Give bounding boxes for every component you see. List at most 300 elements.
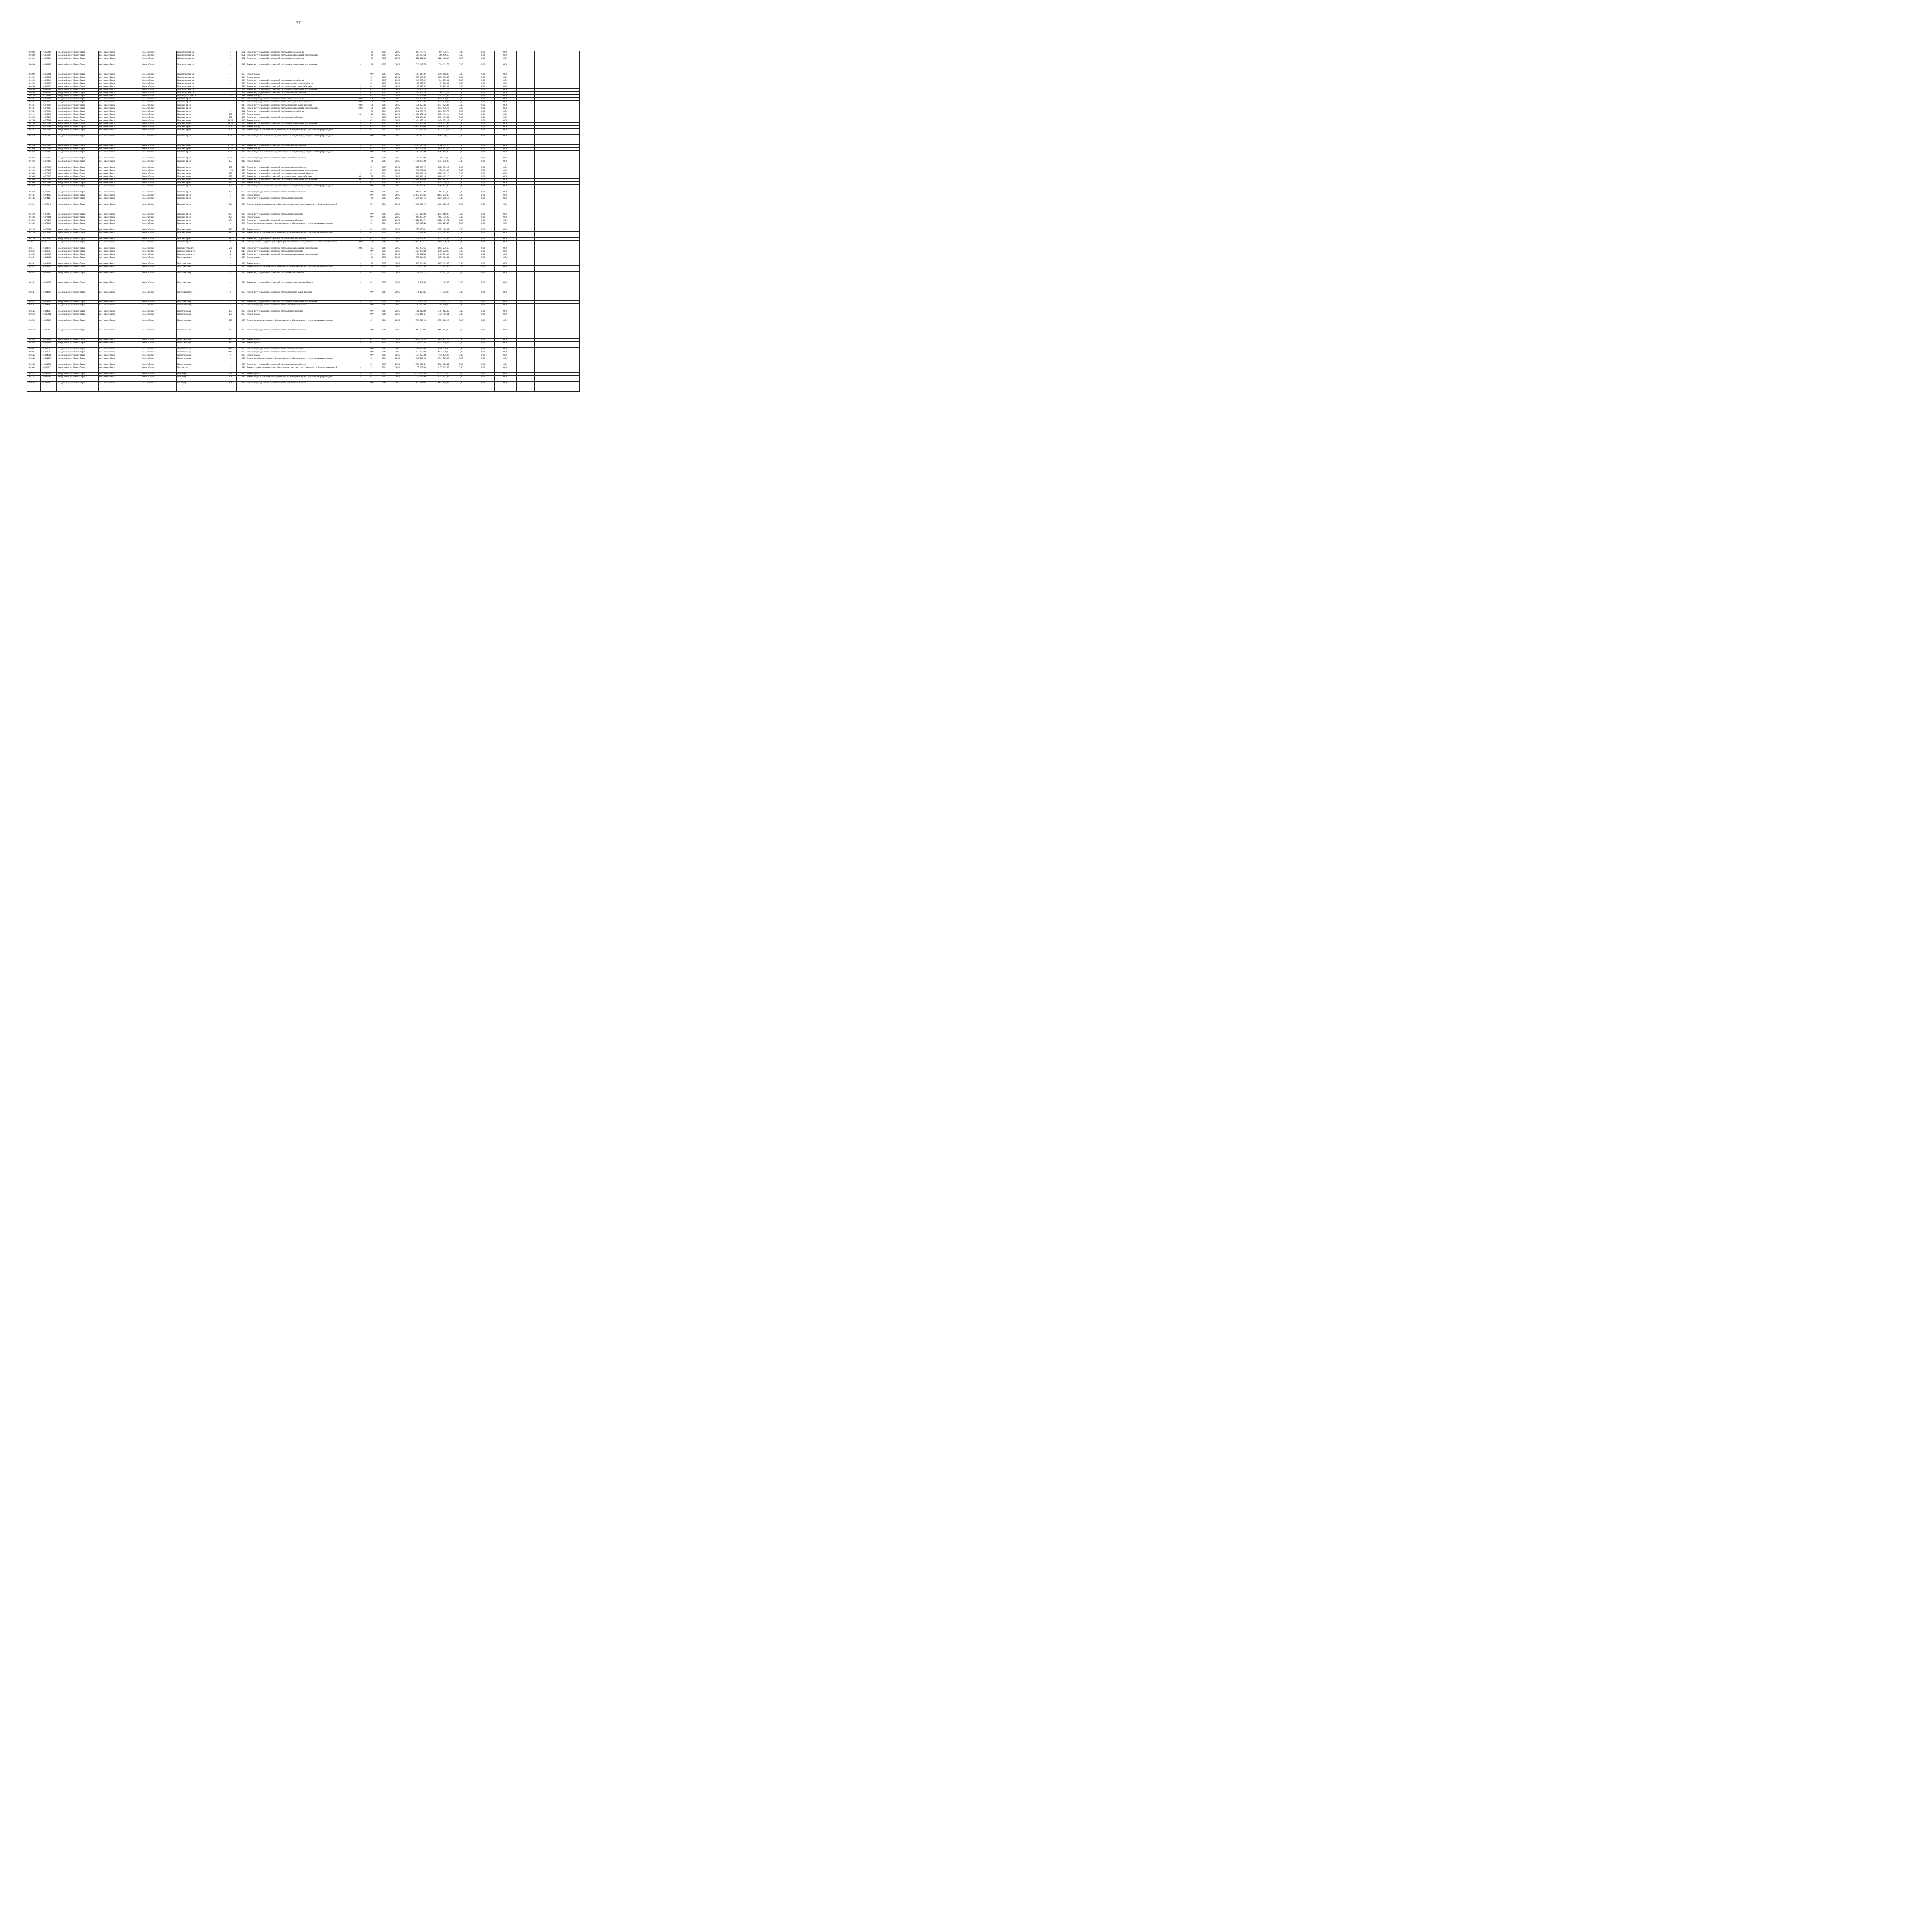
table-row [27, 54, 580, 57]
cell-empty [552, 182, 580, 185]
cell-z3: 0,00 [495, 291, 517, 301]
cell-empty [535, 281, 552, 291]
cell-city: Новосибирск г [141, 129, 177, 135]
cell-y1: - [354, 357, 367, 363]
cell-cost: 7 894 305,27 [404, 216, 427, 219]
cell-code: 110476607 [41, 179, 57, 182]
cell-cost: 6 381 494,52 [404, 116, 427, 119]
cell-street: Кубовая ул [177, 373, 224, 376]
cell-z3: 0,00 [495, 382, 517, 392]
cell-work: Ремонт фасада [246, 148, 354, 151]
cell-z2: 0,00 [472, 157, 495, 160]
cell-z1: 0,00 [450, 382, 472, 392]
cell-year: 1966 [237, 376, 246, 382]
table-row [27, 203, 580, 213]
cell-z3: 0,00 [495, 266, 517, 272]
cell-start: 2025 [377, 76, 391, 79]
cell-go: г.о. Новосибирск [99, 241, 141, 247]
cell-house: 87/1 [224, 219, 237, 222]
cell-code: 110473107 [41, 107, 57, 110]
cell-z2: 0,00 [472, 135, 495, 145]
cell-empty [517, 166, 535, 169]
cell-empty [517, 213, 535, 216]
cell-id: 104757 [27, 129, 41, 135]
cell-cost: 5 975 347,28 [404, 129, 427, 135]
cell-year: 1968 [237, 197, 246, 203]
cell-cost: 4 533 799,83 [404, 351, 427, 354]
cell-end: 2025 [391, 82, 404, 85]
table-row [27, 126, 580, 129]
table-row [27, 291, 580, 301]
cell-pct: 69* [367, 304, 377, 310]
cell-code: 110476302 [41, 160, 57, 166]
cell-go: г.о. Новосибирск [99, 203, 141, 213]
cell-cost2: 389 889,63 [427, 54, 450, 57]
cell-z2: 0,00 [472, 107, 495, 110]
cell-work: Ремонт внутридомовой инженерной системы теплоснабжения [246, 51, 354, 54]
cell-z3: 0,00 [495, 95, 517, 98]
cell-street: Красный пр-кт [177, 191, 224, 194]
cell-house: 92/1 [224, 342, 237, 348]
cell-code: 110484107 [41, 301, 57, 304]
cell-empty [535, 376, 552, 382]
cell-end: 2025 [391, 213, 404, 216]
cell-z2: 0,00 [472, 110, 495, 113]
cell-z2: 0,00 [472, 272, 495, 281]
cell-street: Краснофлимская ул [177, 95, 224, 98]
cell-empty [552, 185, 580, 191]
cell-year: 1958 [237, 76, 246, 79]
cell-cost: 1 226 412,38 [404, 57, 427, 63]
cell-end: 2025 [391, 304, 404, 310]
cell-cost2: 4 868 412,16 [427, 172, 450, 175]
cell-city: Новосибирск г [141, 104, 177, 107]
cell-cost: 6 260 954,20 [404, 145, 427, 148]
cell-cost2: 12 246 268,16 [427, 197, 450, 203]
cell-pct: 69* [367, 228, 377, 232]
cell-code: 110468904 [41, 57, 57, 63]
cell-id: 104731 [27, 107, 41, 110]
cell-city: Новосибирск г [141, 82, 177, 85]
cell-start: 2025 [377, 354, 391, 357]
cell-id: 104769 [27, 191, 41, 194]
table-row [27, 107, 580, 110]
cell-street: Красный пр-кт [177, 107, 224, 110]
cell-work: Ремонт фасада [246, 119, 354, 123]
cell-go: г.о. Новосибирск [99, 151, 141, 157]
cell-z2: 0,00 [472, 73, 495, 76]
cell-z1: 0,00 [450, 157, 472, 160]
cell-empty [517, 216, 535, 219]
table-row [27, 76, 580, 79]
cell-z3: 0,00 [495, 169, 517, 172]
cell-code: 110468807 [41, 54, 57, 57]
cell-empty [552, 232, 580, 238]
cell-house: 92/1 [224, 348, 237, 351]
cell-end: 2025 [391, 250, 404, 253]
cell-street: Красный пр-кт [177, 116, 224, 119]
cell-start: 2025 [377, 79, 391, 82]
cell-pct: 69* [367, 238, 377, 241]
cell-start: 2025 [377, 85, 391, 89]
cell-end: 2025 [391, 301, 404, 304]
cell-z3: 0,00 [495, 357, 517, 363]
cell-end: 2025 [391, 116, 404, 119]
cell-empty [517, 373, 535, 376]
cell-street: Красногорская ул [177, 57, 224, 63]
cell-empty [535, 101, 552, 104]
cell-house: 3а [224, 266, 237, 272]
cell-empty [552, 339, 580, 342]
cell-end: 2025 [391, 363, 404, 366]
cell-street: Красный пр-кт [177, 232, 224, 238]
cell-end: 2025 [391, 85, 404, 89]
cell-city: Новосибирск г [141, 119, 177, 123]
cell-y1: - [354, 145, 367, 148]
cell-empty [535, 179, 552, 182]
cell-code: 110476909 [41, 191, 57, 194]
cell-cost2: 6 260 954,20 [427, 145, 450, 148]
cell-year: 1968 [237, 222, 246, 228]
cell-cost2: 1 188 561,33 [427, 253, 450, 256]
cell-empty [552, 73, 580, 76]
cell-cost: 774 064,35 [404, 266, 427, 272]
cell-z2: 0,00 [472, 319, 495, 329]
cell-code: 110484503 [41, 357, 57, 363]
cell-y1: - [354, 76, 367, 79]
cell-empty [517, 92, 535, 95]
cell-y1: - [354, 169, 367, 172]
cell-start: 2025 [377, 166, 391, 169]
table-row [27, 89, 580, 92]
cell-z3: 0,00 [495, 197, 517, 203]
cell-pct: 69* [367, 73, 377, 76]
cell-cost2: 1 495 018,37 [427, 73, 450, 76]
cell-empty [517, 247, 535, 250]
cell-code: 110493703 [41, 376, 57, 382]
cell-work: Ремонт внутридомовой инженерной системы канализования и водоотведения [246, 301, 354, 304]
cell-cost: 4 345 019,09 [404, 213, 427, 216]
cell-go: г.о. Новосибирск [99, 281, 141, 291]
cell-start: 2024 [377, 319, 391, 329]
cell-z3: 0,00 [495, 119, 517, 123]
cell-house: 100 [224, 310, 237, 313]
cell-cost: 11 179 065,85 [404, 366, 427, 373]
cell-cost: 10 800 401,14 [404, 113, 427, 116]
cell-pct: 69* [367, 354, 377, 357]
cell-okrug: городской округ Новосибирск [57, 281, 99, 291]
cell-cost: 340 259,22 [404, 79, 427, 82]
cell-empty [535, 104, 552, 107]
cell-house: 85/1 [224, 216, 237, 219]
cell-year: 1951 [237, 51, 246, 54]
cell-pct: 69* [367, 129, 377, 135]
cell-city: Новосибирск г [141, 89, 177, 92]
cell-z1: 0,00 [450, 342, 472, 348]
cell-start: 2025 [377, 82, 391, 85]
cell-go: г.о. Новосибирск [99, 116, 141, 119]
cell-okrug: городской округ Новосибирск [57, 92, 99, 95]
cell-z1: 0,00 [450, 222, 472, 228]
cell-cost2: 1 512 676,16 [427, 107, 450, 110]
table-row [27, 373, 580, 376]
table-row [27, 160, 580, 166]
cell-id: 104688 [27, 54, 41, 57]
cell-empty [552, 366, 580, 373]
cell-empty [535, 107, 552, 110]
cell-z2: 0,00 [472, 148, 495, 151]
cell-cost: 8 081 882,06 [404, 179, 427, 182]
cell-z2: 0,00 [472, 57, 495, 63]
cell-z1: 0,00 [450, 213, 472, 216]
cell-y1: - [354, 376, 367, 382]
cell-work: Ремонт внутридомовой инженерной системы газоснабжения [246, 348, 354, 351]
cell-empty [517, 148, 535, 151]
cell-empty [517, 179, 535, 182]
cell-cost: 1 512 676,16 [404, 107, 427, 110]
cell-work: Ремонт внутридомовой инженерной системы электроснабжения [246, 157, 354, 160]
page-number: 37 [296, 20, 301, 26]
cell-work: Ремонт внутридомовой инженерной системы электроснабжения [246, 92, 354, 95]
cell-cost: 20 050 803,64 [404, 126, 427, 129]
cell-work: Ремонт фасада [246, 228, 354, 232]
cell-empty [535, 76, 552, 79]
cell-code: 110469001 [41, 73, 57, 76]
cell-go: г.о. Новосибирск [99, 197, 141, 203]
cell-cost2: 10 007 439,51 [427, 241, 450, 247]
cell-z1: 0,00 [450, 203, 472, 213]
cell-house: 101 [224, 382, 237, 392]
cell-end: 2025 [391, 319, 404, 329]
cell-end: 2025 [391, 310, 404, 313]
cell-house: 186 [224, 191, 237, 194]
cell-street: Красногорская ул [177, 79, 224, 82]
cell-year: 1959 [237, 281, 246, 291]
cell-street: Крестьянская ул [177, 256, 224, 262]
cell-code: 110472408 [41, 219, 57, 222]
cell-work: Ремонт внутридомовой инженерной системы электроснабжения [246, 238, 354, 241]
cell-id: 104690 [27, 82, 41, 85]
cell-pct: 69* [367, 126, 377, 129]
cell-pct: 69* [367, 313, 377, 319]
cell-empty [517, 250, 535, 253]
cell-go: г.о. Новосибирск [99, 256, 141, 262]
cell-end: 2025 [391, 110, 404, 113]
cell-okrug: городской округ Новосибирск [57, 157, 99, 160]
cell-okrug: городской округ Новосибирск [57, 319, 99, 329]
cell-id: 104766 [27, 175, 41, 179]
cell-cost2: 10 800 401,14 [427, 113, 450, 116]
cell-empty [535, 157, 552, 160]
cell-empty [535, 73, 552, 76]
cell-street: Кубовая ул [177, 382, 224, 392]
cell-cost: 30 842 245,85 [404, 194, 427, 197]
cell-year: 1958 [237, 89, 246, 92]
cell-z3: 0,00 [495, 151, 517, 157]
table-row [27, 169, 580, 172]
cell-start: 2025 [377, 197, 391, 203]
cell-pct: 60 [367, 266, 377, 272]
cell-id: 104903 [27, 366, 41, 373]
cell-city: Новосибирск г [141, 376, 177, 382]
cell-year: 1931 [237, 110, 246, 113]
cell-year: 1967 [237, 348, 246, 351]
cell-z1: 0,00 [450, 304, 472, 310]
cell-year: 1966 [237, 382, 246, 392]
cell-y1: - [354, 382, 367, 392]
cell-start: 2024 [377, 119, 391, 123]
table-row [27, 63, 580, 73]
table-row [27, 57, 580, 63]
cell-id: 104841 [27, 304, 41, 310]
cell-pct: 69* [367, 166, 377, 169]
cell-z3: 0,00 [495, 256, 517, 262]
cell-z2: 0,00 [472, 197, 495, 203]
cell-house: 41 [224, 79, 237, 82]
cell-cost: 2 972 066,96 [404, 382, 427, 392]
cell-z1: 0,00 [450, 95, 472, 98]
cell-z3: 0,00 [495, 54, 517, 57]
cell-empty [517, 329, 535, 339]
cell-city: Новосибирск г [141, 373, 177, 376]
cell-y1: - [354, 151, 367, 157]
cell-code: 110475909 [41, 145, 57, 148]
cell-cost2: 6 381 494,52 [427, 116, 450, 119]
cell-empty [535, 51, 552, 54]
cell-year: 1940 [237, 250, 246, 253]
cell-cost: 2 741 525,69 [404, 357, 427, 363]
cell-empty [517, 151, 535, 157]
cell-cost: 2 526 952,93 [404, 123, 427, 126]
cell-year: 1968 [237, 219, 246, 222]
cell-city: Новосибирск г [141, 157, 177, 160]
cell-pct: 69* [367, 135, 377, 145]
cell-year: 1959 [237, 262, 246, 266]
cell-work: Ремонт подвальных помещений, относящихся к общему имуществу в многоквартирном доме [246, 222, 354, 228]
table-row [27, 241, 580, 247]
cell-end: 2025 [391, 63, 404, 73]
cell-street: Красный пр-кт [177, 216, 224, 219]
cell-cost: 2 762 645,22 [404, 151, 427, 157]
cell-okrug: городской округ Новосибирск [57, 376, 99, 382]
cell-y1: - [354, 253, 367, 256]
cell-z1: 0,00 [450, 73, 472, 76]
cell-year: 1941 [237, 253, 246, 256]
cell-house: 11 [224, 107, 237, 110]
table-row [27, 185, 580, 191]
cell-city: Новосибирск г [141, 110, 177, 113]
cell-cost: 16 751 298,20 [404, 160, 427, 166]
cell-end: 2025 [391, 123, 404, 126]
cell-go: г.о. Новосибирск [99, 119, 141, 123]
cell-work: Ремонт внутридомовой инженерной системы теплоснабжения [246, 79, 354, 82]
cell-city: Новосибирск г [141, 203, 177, 213]
cell-street: Кропоткина ул [177, 354, 224, 357]
cell-street: Кропоткина ул [177, 329, 224, 339]
cell-id: 104764 [27, 169, 41, 172]
cell-city: Новосибирск г [141, 175, 177, 179]
cell-end: 2025 [391, 339, 404, 342]
cell-okrug: городской округ Новосибирск [57, 262, 99, 266]
cell-z2: 0,00 [472, 182, 495, 185]
cell-work: Ремонт подвальных помещений, относящихся к общему имуществу в многоквартирном доме [246, 266, 354, 272]
cell-go: г.о. Новосибирск [99, 194, 141, 197]
cell-empty [517, 182, 535, 185]
cell-pct: 69* [367, 253, 377, 256]
cell-okrug: городской округ Новосибирск [57, 266, 99, 272]
cell-end: 2025 [391, 135, 404, 145]
cell-end: 2025 [391, 151, 404, 157]
cell-empty [517, 342, 535, 348]
cell-z3: 0,00 [495, 145, 517, 148]
cell-cost: 393 049,33 [404, 304, 427, 310]
cell-pct: 52 [367, 104, 377, 107]
cell-empty [535, 116, 552, 119]
cell-city: Новосибирск г [141, 304, 177, 310]
cell-year: 1948 [237, 160, 246, 166]
cell-end: 2025 [391, 79, 404, 82]
cell-z1: 0,00 [450, 169, 472, 172]
cell-empty [517, 51, 535, 54]
cell-go: г.о. Новосибирск [99, 366, 141, 373]
cell-house: 37 [224, 54, 237, 57]
cell-go: г.о. Новосибирск [99, 363, 141, 366]
cell-city: Новосибирск г [141, 182, 177, 185]
cell-y1: - [354, 281, 367, 291]
cell-z1: 0,00 [450, 135, 472, 145]
cell-street: Красный пр-кт [177, 213, 224, 216]
cell-go: г.о. Новосибирск [99, 382, 141, 392]
cell-okrug: городской округ Новосибирск [57, 253, 99, 256]
cell-end: 2025 [391, 219, 404, 222]
cell-empty [535, 148, 552, 151]
cell-empty [517, 160, 535, 166]
cell-cost2: 107 815,37 [427, 85, 450, 89]
cell-y1: - [354, 216, 367, 219]
table-row [27, 219, 580, 222]
cell-year: 1966 [237, 373, 246, 376]
cell-y1: - [354, 310, 367, 313]
cell-end: 2025 [391, 145, 404, 148]
cell-cost: 111 428,85 [404, 291, 427, 301]
cell-year: 1933 [237, 107, 246, 110]
cell-cost2: 4 533 799,83 [427, 351, 450, 354]
cell-go: г.о. Новосибирск [99, 98, 141, 101]
cell-cost: 1 188 561,33 [404, 253, 427, 256]
cell-z2: 0,00 [472, 354, 495, 357]
cell-house: 11 [224, 101, 237, 104]
cell-city: Новосибирск г [141, 313, 177, 319]
cell-city: Новосибирск г [141, 169, 177, 172]
cell-cost2: 111 428,85 [427, 281, 450, 291]
cell-z1: 0,00 [450, 85, 472, 89]
cell-empty [552, 197, 580, 203]
cell-okrug: городской округ Новосибирск [57, 191, 99, 194]
cell-go: г.о. Новосибирск [99, 272, 141, 281]
cell-empty [535, 126, 552, 129]
cell-street: Красногорская ул [177, 63, 224, 73]
cell-okrug: городской округ Новосибирск [57, 329, 99, 339]
cell-year: 1979 [237, 113, 246, 116]
cell-cost: 1 495 018,37 [404, 73, 427, 76]
cell-z2: 0,00 [472, 95, 495, 98]
cell-z1: 0,00 [450, 89, 472, 92]
table-row [27, 113, 580, 116]
cell-empty [517, 73, 535, 76]
cell-code: 110475703 [41, 129, 57, 135]
cell-cost2: 7 749 507,84 [427, 95, 450, 98]
cell-work: Ремонт внутридомовой инженерной системы теплоснабжения [246, 110, 354, 113]
